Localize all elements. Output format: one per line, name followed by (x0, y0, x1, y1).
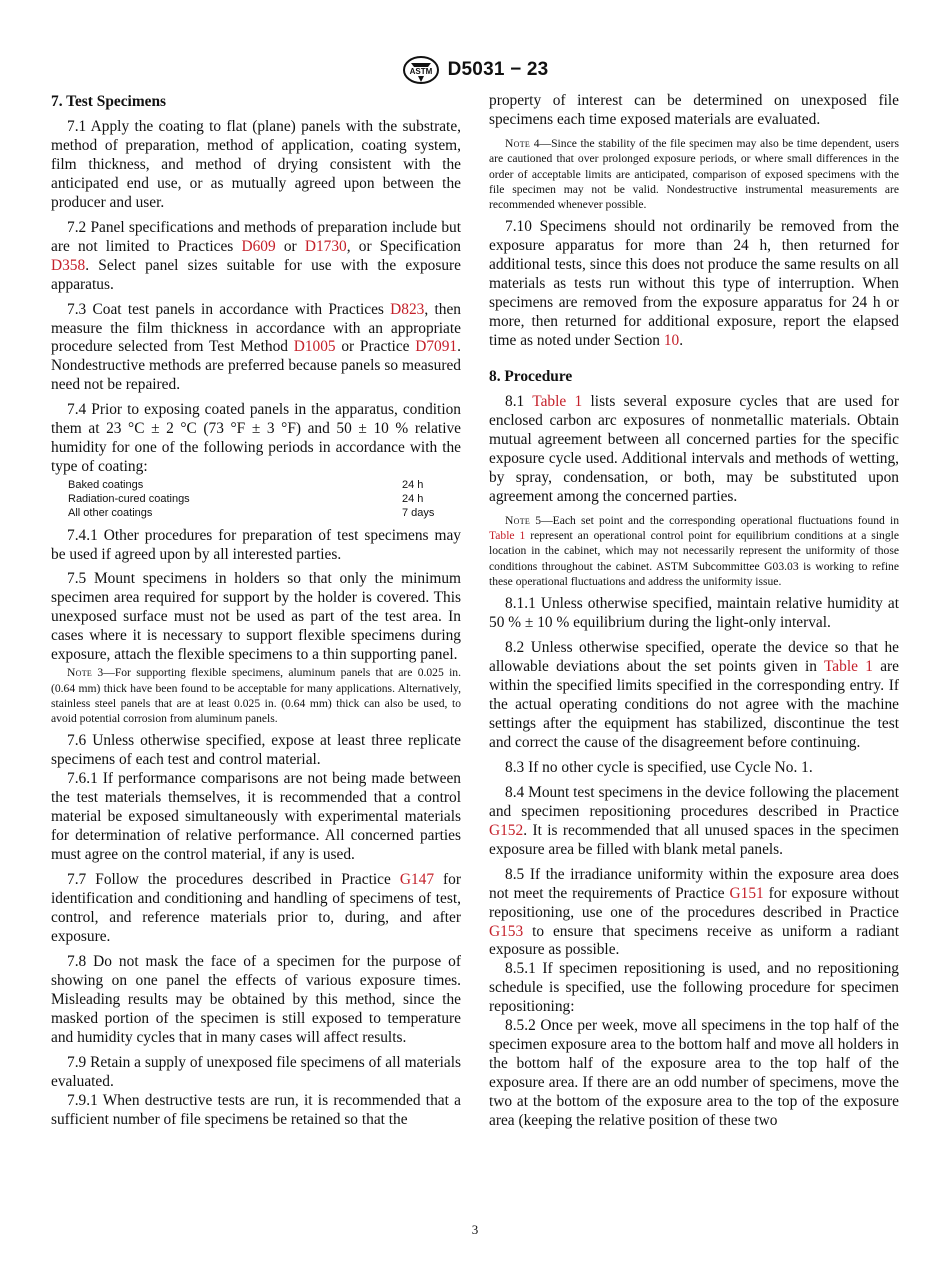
ref-link-d609[interactable]: D609 (241, 237, 276, 255)
ref-link-d1005[interactable]: D1005 (293, 338, 336, 356)
paragraph-7-9: 7.9 Retain a supply of unexposed file specimens of all materials evaluated. (51, 1053, 461, 1090)
ref-link-d358[interactable]: D358 (51, 256, 86, 274)
section-8-title: 8. Procedure (489, 368, 573, 386)
ref-link-d1730[interactable]: D1730 (304, 237, 347, 255)
coating-type: Radiation-cured coatings (68, 492, 190, 505)
coating-type: Baked coatings (68, 479, 144, 492)
conditioning-period: 7 days (402, 506, 435, 519)
paragraph-8-5-1: 8.5.1 If specimen repositioning is used, and no repositioning schedule is specified, use the following procedure for specimen repositioning: (489, 960, 899, 1016)
paragraph-8-5: 8.5 If the irradiance uniformity within the exposure area does not meet the requirements of Practice G151 for exposure without repositioning, use one of the procedures described in Practice G153 to ensure that specimens receive as uniform a radiant exposure as possible. (489, 865, 899, 959)
paragraph-7-1: 7.1 Apply the coating to flat (plane) panels with the substrate, method of preparation, method of application, coating system, film thickness, and method of drying consistent with the anticipated end use, or as mutually agreed upon between the producer and user. (51, 118, 461, 211)
paragraph-8-1-1: 8.1.1 Unless otherwise specified, maintain relative humidity at 50 % ± 10 % equilibrium during the light-only interval. (489, 595, 899, 632)
note-5: Note 5—Each set point and the corresponding operational fluctuations found in Table 1 represent an operational control point for equilibrium conditions at a single location in the cabinet, which may not necessarily represent the uniformity of those conditions throughout the cabinet. ASTM Subcommittee G03.03 is working to refine these operational fluctuations and address the uniformity issue. (489, 513, 900, 588)
conditioning-period: 24 h (402, 492, 424, 505)
table-row (68, 479, 448, 493)
paragraph-7-8: 7.8 Do not mask the face of a specimen for the purpose of showing on one panel the effects of various exposure times. Misleading results may be obtained by this method, since the masked portion of the specimen is still exposed to temperature and humidity cycles that in many cases will affect results. (51, 952, 461, 1046)
paragraph-7-9-1: 7.9.1 When destructive tests are run, it is recommended that a sufficient number of file specimens be retained so that the (51, 1091, 461, 1128)
ref-link-g152[interactable]: G152 (489, 821, 524, 839)
right-column (489, 92, 899, 1131)
paragraph-7-6: 7.6 Unless otherwise specified, expose at least three replicate specimens of each test and control material. (51, 732, 461, 769)
paragraph-8-3: 8.3 If no other cycle is specified, use Cycle No. 1. (505, 758, 813, 776)
svg-text:ASTM: ASTM (409, 67, 432, 76)
table-row (68, 507, 448, 521)
document-id: D5031 − 23 (447, 59, 549, 80)
ref-link-table-1[interactable]: Table 1 (823, 658, 873, 676)
astm-logo-icon (402, 55, 440, 85)
paragraph-7-10: 7.10 Specimens should not ordinarily be removed from the exposure apparatus for more than 24 h, then returned for additional tests, since this does not produce the same results on all materials as tests run without this type of interruption. When specimens are removed from the exposure apparatus for 24 h or more, then returned for additional exposure, report the elapsed time as noted under Section 10. (489, 218, 899, 350)
conditioning-table (68, 479, 448, 520)
note-label: Note (505, 136, 531, 150)
note-3: Note 3—For supporting flexible specimens, aluminum panels that are 0.025 in. (0.64 mm) thick have been found to be acceptable for many applications. Alternatively, stainless steel panels that are at least 0.025 in. (0.64 mm) thick can also be used, to avoid potential corrosion from aluminum panels. (51, 666, 461, 726)
ref-link-d7091[interactable]: D7091 (415, 338, 458, 356)
paragraph-7-5: 7.5 Mount specimens in holders so that only the minimum specimen area required for support by the holder is covered. This unexposed surface must not be used as part of the test area. In cases where it is necessary to support flexible specimens during exposure, attach the flexible specimens to a thin supporting panel. (51, 570, 461, 664)
paragraph-8-2: 8.2 Unless otherwise specified, operate the device so that he allowable deviations about the set points given in Table 1 are within the specified limits specified in the corresponding entry. If the actual operating conditions do not agree with the machine settings after the equipment has stabilized, discontinue the test and correct the cause of the disagreement before continuing. (489, 639, 899, 751)
ref-link-section-10[interactable]: 10 (663, 332, 680, 350)
note-4: Note 4—Since the stability of the file specimen may also be time dependent, users are cautioned that over prolonged exposure periods, or where small differences in the order of acceptable limits are anticipated, comparison of exposed specimens with the file specimen may not be valid. Nondestructive instrumental measurements are recommended whenever possible. (489, 136, 899, 212)
paragraph-8-1: 8.1 Table 1 lists several exposure cycles that are used for enclosed carbon arc exposures of nonmetallic materials. Obtain mutual agreement between all concerned parties for the specific exposure cycle used. Additional intervals and methods of wetting, by spray, condensation, or both, may be substituted upon agreement among the concerned parties. (489, 393, 899, 505)
ref-link-g151[interactable]: G151 (729, 884, 764, 902)
ref-link-table-1[interactable]: Table 1 (489, 529, 526, 543)
ref-link-table-1[interactable]: Table 1 (532, 393, 583, 411)
paragraph-8-4: 8.4 Mount test specimens in the device following the placement and specimen repositioning procedures described in Practice G152. It is recommended that all unused spaces in the specimen exposure area be filled with blank metal panels. (489, 783, 899, 858)
paragraph-7-6-1: 7.6.1 If performance comparisons are not being made between the test materials themselves, it is recommended that a control material be exposed simultaneously with experimental materials for determination of relative performance. All concerned parties must agree on the control material, if any is used. (51, 770, 461, 864)
conditioning-period: 24 h (402, 479, 424, 492)
ref-link-g153[interactable]: G153 (489, 922, 524, 940)
page-header (0, 55, 950, 85)
left-column (51, 92, 461, 1129)
paragraph-7-4-1: 7.4.1 Other procedures for preparation of test specimens may be used if agreed upon by all interested parties. (51, 526, 461, 563)
paragraph-7-7: 7.7 Follow the procedures described in Practice G147 for identification and conditioning and handling of specimens of test, control, and reference materials prior to, during, and after exposure. (51, 871, 461, 945)
section-7-title: 7. Test Specimens (51, 93, 167, 110)
coating-type: All other coatings (68, 506, 153, 519)
paragraph-7-2: 7.2 Panel specifications and methods of preparation include but are not limited to Practices D609 or D1730, or Specification D358. Select panel sizes suitable for use with the exposure apparatus. (51, 218, 461, 293)
page-number: 3 (471, 1222, 479, 1237)
ref-link-d823[interactable]: D823 (390, 300, 425, 318)
ref-link-g147[interactable]: G147 (399, 871, 435, 889)
paragraph-8-5-2: 8.5.2 Once per week, move all specimens in the top half of the specimen exposure area to the bottom half and move all holders in the bottom half of the exposure area to the top half of the exposure area. If there are an odd number of specimens, move the two at the bottom of the exposure area to the top of the exposure area (keeping the relative position of these two (489, 1017, 899, 1130)
note-label: Note (505, 513, 531, 527)
paragraph-7-3: 7.3 Coat test panels in accordance with Practices D823, then measure the film thickness in accordance with an appropriate procedure selected from Test Method D1005 or Practice D7091. Nondestructive methods are preferred because panels so measured need not be repaired. (51, 300, 461, 394)
paragraph-7-9-1-continued: property of interest can be determined on unexposed file specimens each time exposed materials are evaluated. (489, 92, 899, 128)
note-label: Note (67, 666, 93, 680)
paragraph-7-4: 7.4 Prior to exposing coated panels in the apparatus, condition them at 23 °C ± 2 °C (73 °F ± 3 °F) and 50 ± 10 % relative humidity for one of the following periods in accordance with the type of coating: (51, 401, 461, 476)
table-row (68, 493, 448, 507)
